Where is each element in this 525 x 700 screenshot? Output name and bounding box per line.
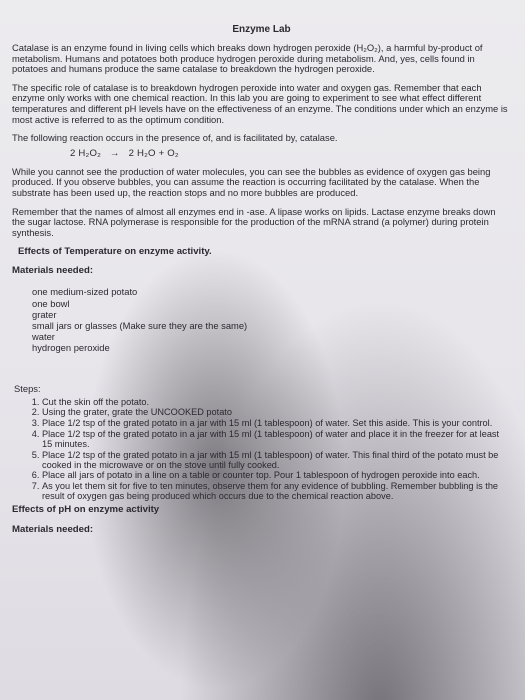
list-item: water [32, 331, 55, 343]
reaction-intro-paragraph: The following reaction occurs in the presence of, and is facilitated by, catalase. [12, 132, 338, 144]
ph-section-heading: Effects of pH on enzyme activity [12, 503, 160, 515]
steps-heading: Steps: [14, 382, 41, 394]
list-item: 7. As you let them sit for five to ten minutes, observe them for any evidence of bubbling. Remember bubbling is the result of oxygen gas being produced which occurs due to the chemical reaction above. [42, 481, 511, 501]
specific-role-paragraph: The specific role of catalase is to breakdown hydrogen peroxide into water and oxygen gas. Remember that each enzyme only works with one chemical reaction. In this lab you are going to experiment to see what effect different temperatures and different pH levels have on the effectiveness of an enzyme. The conditions under which an enzyme is most active is referred to as the optimum condition. [12, 81, 508, 125]
bubbles-paragraph: While you cannot see the production of water molecules, you can see the bubbles as evidence of oxygen gas being produced. If you observe bubbles, you can assume the reaction is occurring facilitated by the catalase. When the substrate has been used up, the reaction stops and no more bubbles are produced. [12, 165, 491, 198]
list-item: grater [32, 308, 57, 320]
materials-heading: Materials needed: [12, 265, 94, 277]
materials-heading-2: Materials needed: [12, 523, 94, 535]
list-item: 1. Cut the skin off the potato. [42, 397, 511, 407]
materials-list [32, 286, 511, 353]
list-item: 6. Place all jars of potato in a line on a table or counter top. Pour 1 tablespoon of hydrogen peroxide into each. [42, 470, 511, 480]
list-item: 2. Using the grater, grate the UNCOOKED potato [42, 407, 511, 417]
list-item: small jars or glasses (Make sure they are the same) [32, 319, 248, 331]
intro-paragraph: Catalase is an enzyme found in living cells which breaks down hydrogen peroxide (H₂O₂), a harmful by-product of metabolism. Humans and potatoes both produce hydrogen peroxide during metabolism. And, yes, cells found in potatoes and humans produce the same catalase to breakdown the hydrogen peroxide. [12, 42, 483, 75]
list-item: 5. Place 1/2 tsp of the grated potato in a jar with 15 ml (1 tablespoon) of water. This final third of the potato must be cooked in the microwave or on the stove until fully cooked. [42, 450, 511, 470]
page-title: Enzyme Lab [232, 24, 291, 35]
temperature-section-heading: Effects of Temperature on enzyme activity. [18, 246, 212, 258]
list-item: 4. Place 1/2 tsp of the grated potato in a jar with 15 ml (1 tablespoon) of water and place it in the freezer for at least 15 minutes. [42, 429, 511, 449]
equation-products: 2 H₂O + O₂ [128, 147, 179, 159]
steps-list [30, 397, 511, 502]
list-item: 3. Place 1/2 tsp of the grated potato in a jar with 15 ml (1 tablespoon) of water. Set this aside. This is your control. [42, 418, 511, 428]
equation-reactants: 2 H₂O₂ [70, 147, 102, 159]
enzyme-names-paragraph: Remember that the names of almost all enzymes end in -ase. A lipase works on lipids. Lactase enzyme breaks down the sugar lactose. RNA polymerase is responsible for the production of the mRNA strand (a polymer) during protein synthesis. [12, 205, 496, 238]
list-item: one medium-sized potato [32, 286, 138, 298]
chemical-equation [70, 148, 511, 159]
list-item: hydrogen peroxide [32, 342, 110, 354]
list-item: one bowl [32, 297, 70, 309]
reaction-arrow: → [109, 147, 120, 159]
